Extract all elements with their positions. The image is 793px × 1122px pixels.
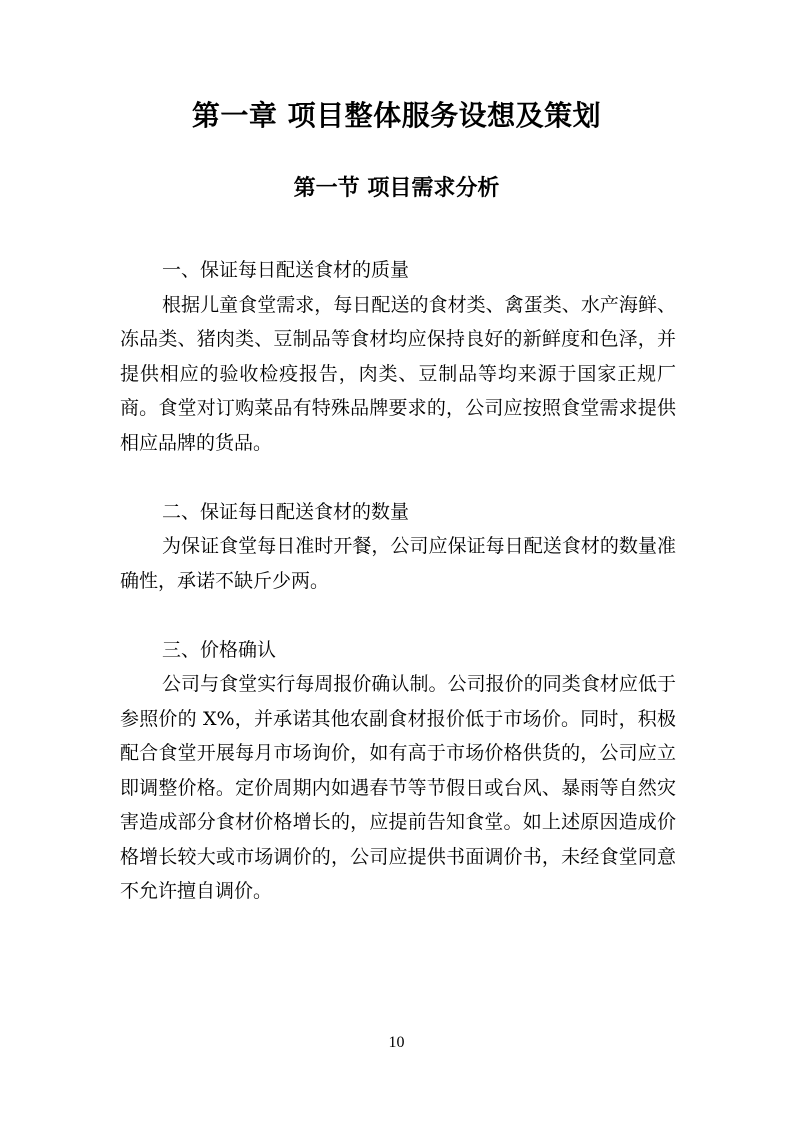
- section-quality: [120, 253, 676, 460]
- section-heading: 三、价格确认: [162, 638, 277, 661]
- section-paragraph: 为保证食堂每日准时开餐，公司应保证每日配送食材的数量准确性，承诺不缺斤少两。: [120, 535, 676, 592]
- section-heading: 二、保证每日配送食材的数量: [162, 500, 410, 523]
- section-price: [120, 633, 676, 909]
- section-heading: 一、保证每日配送食材的质量: [162, 259, 410, 281]
- section-quantity: [120, 495, 676, 599]
- section-title: 第一节 项目需求分析: [293, 176, 500, 201]
- chapter-title: 第一章 项目整体服务设想及策划: [191, 99, 602, 132]
- section-paragraph: 根据儿童食堂需求，每日配送的食材类、禽蛋类、水产海鲜、冻品类、猪肉类、豆制品等食材均应保持良好的新鲜度和色泽，并提供相应的验收检疫报告，肉类、豆制品等均来源于国家正规厂商。食堂对订购菜品有特殊品牌要求的，公司应按照食堂需求提供相应品牌的货品。: [120, 293, 676, 454]
- document-body: [120, 253, 676, 943]
- page-number: 10: [388, 1034, 405, 1051]
- section-paragraph: 公司与食堂实行每周报价确认制。公司报价的同类食材应低于参照价的 X%，并承诺其他农副食材报价低于市场价。同时，积极配合食堂开展每月市场询价，如有高于市场价格供货的，公司应立即调整价格。定价周期内如遇春节等节假日或台风、暴雨等自然灾害造成部分食材价格增长的，应提前告知食堂。如上述原因造成价格增长较大或市场调价的，公司应提供书面调价书，未经食堂同意不允许擅自调价。: [120, 673, 676, 902]
